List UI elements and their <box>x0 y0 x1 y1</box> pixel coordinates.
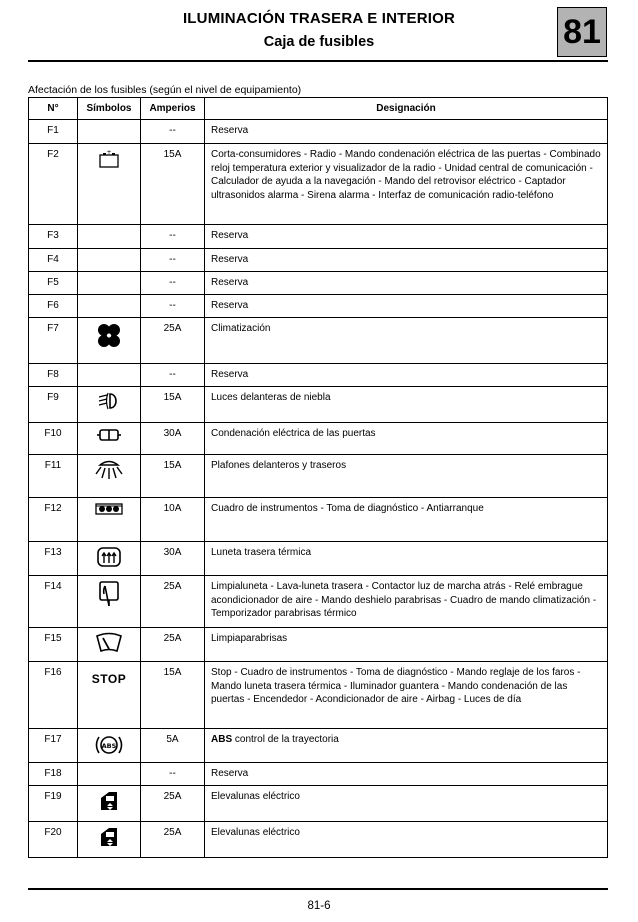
fuse-number: F19 <box>29 786 78 822</box>
fuse-number: F3 <box>29 225 78 249</box>
column-header-symbols: Símbolos <box>78 98 141 120</box>
designation: Reserva <box>205 225 608 249</box>
amperage: 15A <box>141 144 205 225</box>
stop-icon: STOP <box>91 672 127 686</box>
amperage: 25A <box>141 628 205 662</box>
symbol-cell <box>78 729 141 763</box>
rear-wiper-icon <box>96 600 122 611</box>
symbol-cell <box>78 786 141 822</box>
symbol-cell <box>78 144 141 225</box>
designation: Condenación eléctrica de las puertas <box>205 423 608 455</box>
page-title: ILUMINACIÓN TRASERA E INTERIOR <box>182 10 456 27</box>
designation: Reserva <box>205 763 608 786</box>
symbol-cell <box>78 272 141 295</box>
front-fog-light-icon <box>96 403 122 414</box>
designation: Stop - Cuadro de instrumentos - Toma de diagnóstico - Mando reglaje de los faros - Mando luneta trasera térmica - Iluminador guantera - Mando condenación de las puertas - Encendedor - Acondicionador de aire - Airbag - Luces de día <box>205 662 608 729</box>
fuse-number: F6 <box>29 295 78 318</box>
designation: Climatización <box>205 318 608 364</box>
amperage: 25A <box>141 822 205 858</box>
designation: Reserva <box>205 272 608 295</box>
power-window-icon <box>97 842 121 853</box>
table-caption: Afectación de los fusibles (según el nivel de equipamiento) <box>28 84 302 96</box>
fuse-number: F14 <box>29 576 78 628</box>
designation: Plafones delanteros y traseros <box>205 455 608 498</box>
fan-icon <box>96 342 122 353</box>
fuse-number: F10 <box>29 423 78 455</box>
svg-text:+: + <box>106 149 112 156</box>
designation: Elevalunas eléctrico <box>205 786 608 822</box>
designation: Cuadro de instrumentos - Toma de diagnóstico - Antiarranque <box>205 498 608 542</box>
table-row <box>29 144 608 225</box>
table-row <box>29 628 608 662</box>
amperage: 30A <box>141 423 205 455</box>
designation: Limpialuneta - Lava-luneta trasera - Contactor luz de marcha atrás - Relé embrague acondicionador de aire - Mando deshielo parabrisas - Cuadro de mando climatización - Temporizador parabrisas térmico <box>205 576 608 628</box>
table-row <box>29 498 608 542</box>
amperage: 10A <box>141 498 205 542</box>
instrument-cluster-icon <box>95 508 123 519</box>
column-header-number: N° <box>29 98 78 120</box>
fuse-number: F17 <box>29 729 78 763</box>
amperage: 25A <box>141 318 205 364</box>
amperage: -- <box>141 120 205 144</box>
designation: Elevalunas eléctrico <box>205 822 608 858</box>
amperage: 15A <box>141 662 205 729</box>
symbol-cell <box>78 628 141 662</box>
table-row <box>29 295 608 318</box>
svg-text:ABS: ABS <box>101 742 117 750</box>
designation-bold: ABS <box>211 734 233 745</box>
symbol-cell <box>78 498 141 542</box>
designation: Corta-consumidores - Radio - Mando condenación eléctrica de las puertas - Combinado reloj temperatura exterior y visualizador de la radio - Unidad central de comunicación - Calculador de ayuda a la navegación - Mando del retrovisor eléctrico - Captador ultrasonidos alarma - Sirena alarma - Interfaz de comunicación radio-teléfono <box>205 144 608 225</box>
table-row <box>29 822 608 858</box>
designation: Luneta trasera térmica <box>205 542 608 576</box>
table-row <box>29 662 608 729</box>
fuse-table <box>28 97 608 858</box>
fuse-number: F2 <box>29 144 78 225</box>
amperage: -- <box>141 249 205 272</box>
fuse-number: F20 <box>29 822 78 858</box>
table-row <box>29 272 608 295</box>
designation: Reserva <box>205 295 608 318</box>
amperage: 30A <box>141 542 205 576</box>
amperage: 15A <box>141 387 205 423</box>
table-row <box>29 120 608 144</box>
designation: Reserva <box>205 120 608 144</box>
amperage: -- <box>141 763 205 786</box>
amperage: -- <box>141 364 205 387</box>
table-row <box>29 423 608 455</box>
table-row <box>29 455 608 498</box>
amperage: 25A <box>141 786 205 822</box>
fuse-number: F9 <box>29 387 78 423</box>
symbol-cell <box>78 576 141 628</box>
amperage: -- <box>141 272 205 295</box>
designation: Reserva <box>205 249 608 272</box>
header-divider <box>28 60 608 62</box>
section-number-badge: 81 <box>557 7 607 57</box>
amperage: -- <box>141 225 205 249</box>
symbol-cell <box>78 822 141 858</box>
table-row <box>29 786 608 822</box>
symbol-cell <box>78 364 141 387</box>
table-row <box>29 225 608 249</box>
symbol-cell <box>78 423 141 455</box>
designation: Reserva <box>205 364 608 387</box>
designation: Limpiaparabrisas <box>205 628 608 662</box>
footer-divider <box>28 888 608 890</box>
fuse-number: F8 <box>29 364 78 387</box>
column-header-designation: Designación <box>205 98 608 120</box>
table-header-row <box>29 98 608 120</box>
table-row <box>29 542 608 576</box>
table-row <box>29 249 608 272</box>
table-row <box>29 576 608 628</box>
table-row <box>29 763 608 786</box>
amperage: 15A <box>141 455 205 498</box>
table-row <box>29 318 608 364</box>
table-row <box>29 364 608 387</box>
battery-icon <box>97 149 121 173</box>
symbol-cell <box>78 542 141 576</box>
symbol-cell <box>78 455 141 498</box>
column-header-amperes: Amperios <box>141 98 205 120</box>
abs-icon <box>95 742 123 760</box>
symbol-cell <box>78 120 141 144</box>
symbol-cell <box>78 295 141 318</box>
symbol-cell <box>78 662 141 729</box>
rear-defrost-icon <box>96 560 122 571</box>
door-lock-icon <box>96 435 122 446</box>
symbol-cell <box>78 318 141 364</box>
fuse-number: F15 <box>29 628 78 662</box>
table-row <box>29 387 608 423</box>
amperage: -- <box>141 295 205 318</box>
power-window-icon <box>97 806 121 817</box>
symbol-cell <box>78 763 141 786</box>
page-subtitle: Caja de fusibles <box>263 34 375 50</box>
symbol-cell <box>78 249 141 272</box>
fuse-number: F4 <box>29 249 78 272</box>
fuse-number: F11 <box>29 455 78 498</box>
fuse-number: F12 <box>29 498 78 542</box>
symbol-cell <box>78 225 141 249</box>
fuse-number: F13 <box>29 542 78 576</box>
designation: Luces delanteras de niebla <box>205 387 608 423</box>
fuse-number: F16 <box>29 662 78 729</box>
fuse-number: F18 <box>29 763 78 786</box>
fuse-number: F1 <box>29 120 78 144</box>
symbol-cell <box>78 387 141 423</box>
table-row <box>29 729 608 763</box>
ceiling-light-icon <box>94 473 124 484</box>
amperage: 25A <box>141 576 205 628</box>
fuse-number: F5 <box>29 272 78 295</box>
designation: ABS control de la trayectoria <box>205 729 608 763</box>
page-number: 81-6 <box>307 900 331 912</box>
amperage: 5A <box>141 729 205 763</box>
fuse-number: F7 <box>29 318 78 364</box>
windshield-wiper-icon <box>95 646 123 657</box>
